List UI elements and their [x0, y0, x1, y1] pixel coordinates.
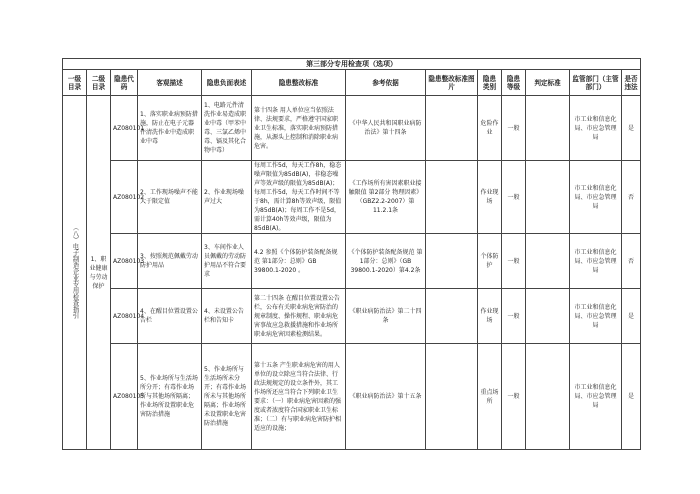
- table-title: 第三部分专用检查项（选项）: [63, 59, 641, 70]
- image-cell: [426, 344, 478, 450]
- header-grade: 隐患等级: [502, 70, 526, 96]
- violation-cell: 是: [622, 289, 641, 344]
- category-cell: 个体防护: [478, 234, 502, 289]
- header-reference: 参考依据: [346, 70, 426, 96]
- negative-cell: 4、未设置公告栏和告知卡: [202, 289, 252, 344]
- inspection-table: [62, 58, 641, 450]
- grade-cell: 一般: [502, 289, 526, 344]
- criteria-cell: [526, 234, 570, 289]
- title-row: [63, 59, 641, 70]
- level1-label: （八）电子制造企业专用检查指引: [71, 223, 79, 319]
- violation-cell: 是: [622, 344, 641, 450]
- violation-cell: 否: [622, 234, 641, 289]
- dept-cell: 市工业和信息化局、市应急管理局: [570, 289, 622, 344]
- code-cell: AZ080102: [111, 161, 138, 234]
- category-cell: 作业现场: [478, 289, 502, 344]
- category-cell: 重点场所: [478, 344, 502, 450]
- code-cell: AZ080105: [111, 344, 138, 450]
- criteria-cell: [526, 289, 570, 344]
- standard-cell: 第十四条 用人单位应当依照法律、法规要求，严格遵守国家职业卫生标准，落实职业病预防措施，从源头上控制和消除职业病危害。: [252, 96, 346, 161]
- standard-cell: 第二十四条 在醒目位置设置公告栏，公布有关职业病危害防治的规章制度、操作规程、职业病危害事故应急救援措施和作业场所职业病危害因素检测结果。: [252, 289, 346, 344]
- image-cell: [426, 96, 478, 161]
- header-code: 隐患代码: [111, 70, 138, 96]
- code-cell: AZ080104: [111, 289, 138, 344]
- reference-cell: 《个体防护装备配备规范 第1部分：总则》（GB 39800.1-2020）第4.2条: [346, 234, 426, 289]
- image-cell: [426, 161, 478, 234]
- header-category: 隐患类别: [478, 70, 502, 96]
- header-violation: 是否违法: [622, 70, 641, 96]
- dept-cell: 市工业和信息化局、市应急管理局: [570, 161, 622, 234]
- table-row: [63, 344, 641, 450]
- header-negative: 隐患负面表述: [202, 70, 252, 96]
- objective-cell: 1、落实职业病预防措施，防止在电子元器件清洗作业中造成职业中毒: [138, 96, 202, 161]
- code-cell: AZ080103: [111, 234, 138, 289]
- objective-cell: 5、作业场所与生活场所分开；有毒作业场所与其他场所隔离；作业场所设置职业危害防治措施: [138, 344, 202, 450]
- grade-cell: 一般: [502, 96, 526, 161]
- grade-cell: 一般: [502, 161, 526, 234]
- objective-cell: 2、工作现场噪声不能大于限定值: [138, 161, 202, 234]
- dept-cell: 市工业和信息化局、市应急管理局: [570, 344, 622, 450]
- category-cell: 作业现场: [478, 161, 502, 234]
- reference-cell: 《工作场所有害因素职业接触限值 第2部分 物理因素》（GBZ2.2-2007）第11.2.1条: [346, 161, 426, 234]
- dept-cell: 市工业和信息化局、市应急管理局: [570, 234, 622, 289]
- header-objective: 客观描述: [138, 70, 202, 96]
- negative-cell: 3、车间作业人员佩戴的劳动防护用品不符合要求: [202, 234, 252, 289]
- table-row: [63, 161, 641, 234]
- criteria-cell: [526, 96, 570, 161]
- reference-cell: 《职业病防治法》第二十四条: [346, 289, 426, 344]
- header-row: [63, 70, 641, 96]
- negative-cell: 1、电路元件清洗作业易造成职业中毒（甲苯中毒、三氯乙烯中毒、镉及其化合物中毒）: [202, 96, 252, 161]
- grade-cell: 一般: [502, 234, 526, 289]
- header-standard: 隐患整改标准: [252, 70, 346, 96]
- negative-cell: 5、作业场所与生活场所未分开；有毒作业场所未与其他场所隔离；作业场所未设置职业危害防治措施: [202, 344, 252, 450]
- reference-cell: 《职业病防治法》第十五条: [346, 344, 426, 450]
- standard-cell: 4.2 参照《个体防护装备配备规范 第1部分：总则》GB 39800.1-2020 。: [252, 234, 346, 289]
- header-level1: 一级目录: [63, 70, 87, 96]
- header-level2: 二级目录: [87, 70, 111, 96]
- objective-cell: 3、按照规范佩戴劳动防护用品: [138, 234, 202, 289]
- objective-cell: 4、在醒目位置设置公告栏: [138, 289, 202, 344]
- code-cell: AZ080101: [111, 96, 138, 161]
- criteria-cell: [526, 344, 570, 450]
- inspection-table-sheet: [62, 58, 640, 450]
- image-cell: [426, 234, 478, 289]
- grade-cell: 一般: [502, 344, 526, 450]
- dept-cell: 市工业和信息化局、市应急管理局: [570, 96, 622, 161]
- table-row: [63, 96, 641, 161]
- reference-cell: 《中华人民共和国职业病防治法》第十四条: [346, 96, 426, 161]
- level2-cell: 1、职业健康与劳动保护: [87, 96, 111, 450]
- standard-cell: 第十五条 产生职业病危害的用人单位的设立除应当符合法律、行政法规规定的设立条件外，其工作场所还应当符合下列职业卫生要求：（一）职业病危害因素的强度或者浓度符合国家职业卫生标准；（二）有与职业病危害防护相适应的设施；: [252, 344, 346, 450]
- header-image: 隐患整改标准图片: [426, 70, 478, 96]
- header-dept: 监管部门（主管部门）: [570, 70, 622, 96]
- image-cell: [426, 289, 478, 344]
- negative-cell: 2、作业现场噪声过大: [202, 161, 252, 234]
- level1-cell: [63, 96, 87, 450]
- violation-cell: 否: [622, 161, 641, 234]
- criteria-cell: [526, 161, 570, 234]
- violation-cell: 是: [622, 96, 641, 161]
- table-row: [63, 289, 641, 344]
- table-row: [63, 234, 641, 289]
- category-cell: 危险作业: [478, 96, 502, 161]
- header-criteria: 判定标准: [526, 70, 570, 96]
- standard-cell: 每周工作5d，每天工作8h，稳态噪声限值为85dB(A)，非稳态噪声等效声级的限值为85dB(A)；每周工作5d，每天工作时间不等于8h，需计算8h等效声级，限值为85dB(A)；每周工作不是5d，需计算40h等效声级，限值为85dB(A)。: [252, 161, 346, 234]
